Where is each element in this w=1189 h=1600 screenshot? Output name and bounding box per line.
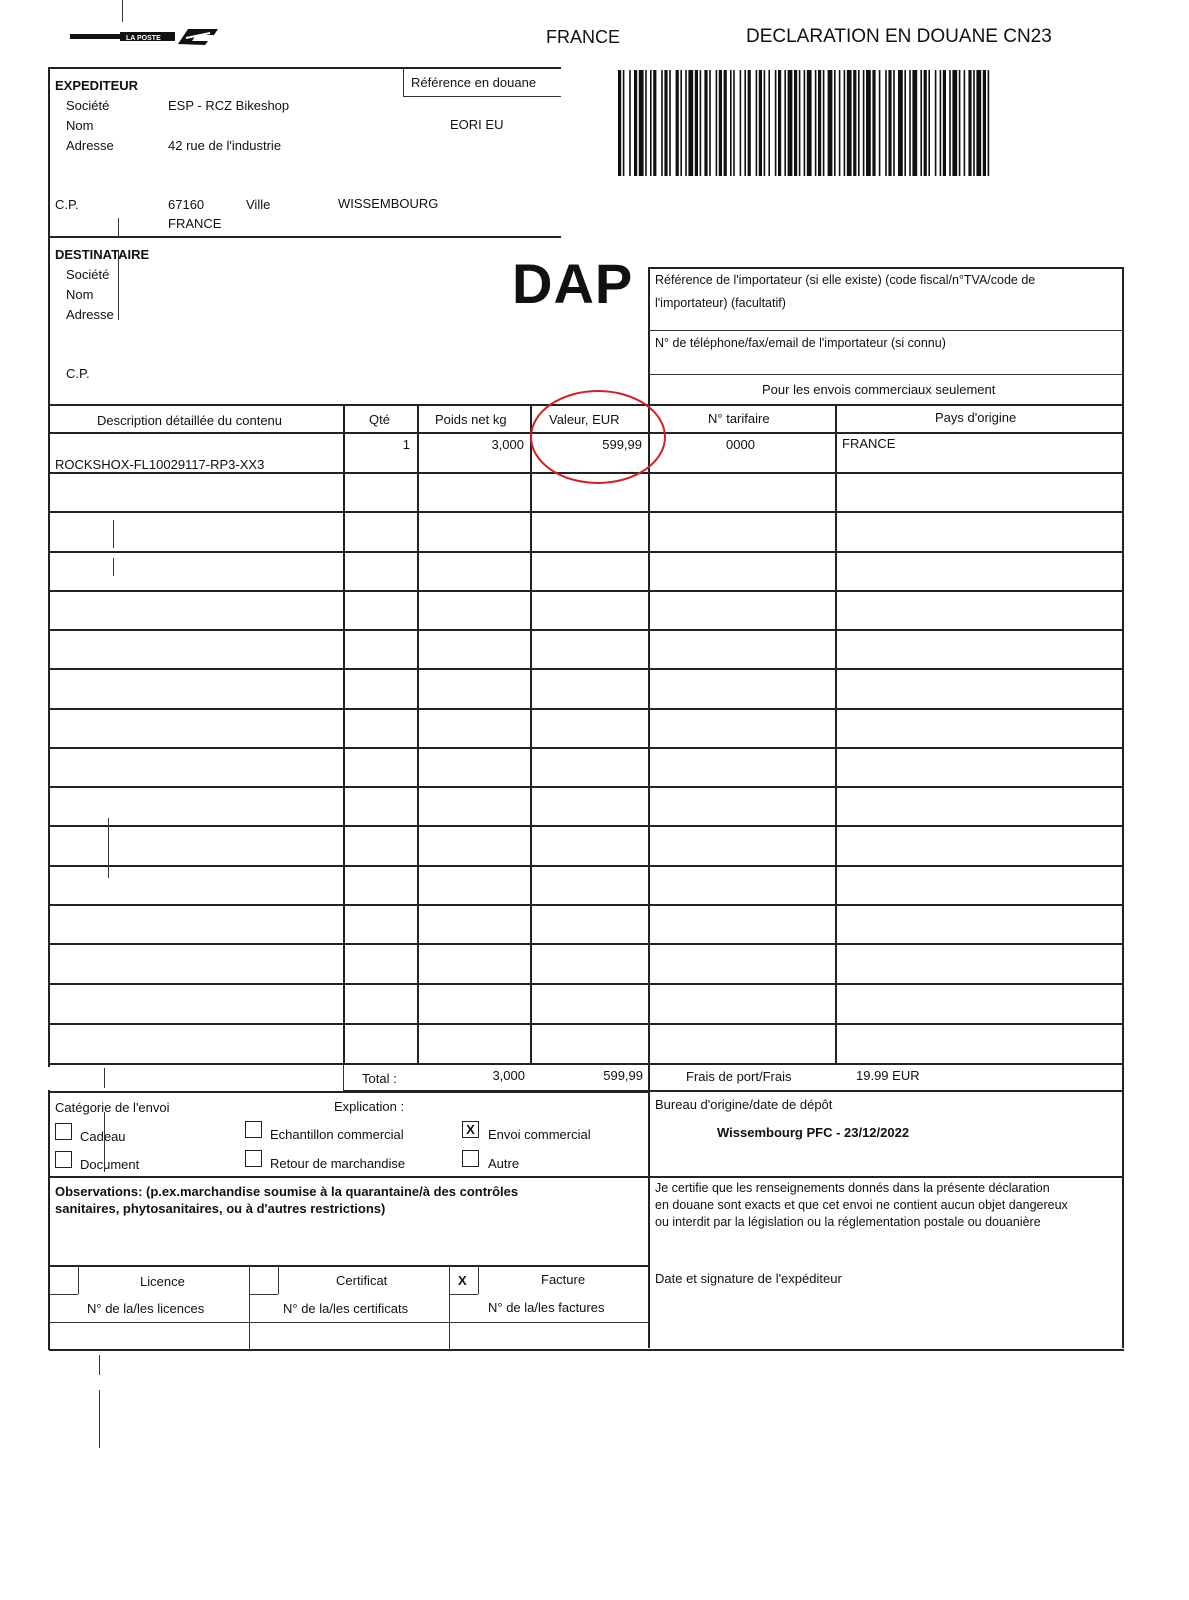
- signature-label: Date et signature de l'expéditeur: [655, 1271, 842, 1286]
- barcode-bar: [949, 70, 951, 176]
- barcode-bar: [885, 70, 887, 176]
- barcode-bar: [695, 70, 698, 176]
- certificat-sub: N° de la/les certificats: [283, 1301, 409, 1316]
- logo-text: LA POSTE: [126, 35, 161, 42]
- barcode-bar: [976, 70, 981, 176]
- barcode-bar: [688, 70, 693, 176]
- barcode-bar: [709, 70, 711, 176]
- eori-label: EORI EU: [450, 117, 504, 132]
- commercial-only-label: Pour les envois commerciaux seulement: [762, 382, 996, 397]
- barcode-bar: [973, 70, 975, 176]
- row-origin: FRANCE: [842, 436, 896, 451]
- recipient-heading: DESTINATAIRE: [55, 247, 150, 262]
- barcode-bar: [764, 70, 766, 176]
- certificat-label: Certificat: [336, 1273, 388, 1288]
- barcode-bar: [680, 70, 682, 176]
- document-checkbox[interactable]: [55, 1151, 72, 1168]
- barcode-bar: [629, 70, 631, 176]
- shipping-value: 19.99 EUR: [856, 1068, 920, 1083]
- barcode: [618, 70, 996, 176]
- barcode-bar: [664, 70, 667, 176]
- recipient-nom-label: Nom: [66, 287, 94, 302]
- importer-ref-label-1: Référence de l'importateur (si elle existe) (code fiscal/n°TVA/code de: [655, 273, 1036, 287]
- barcode-bar: [920, 70, 922, 176]
- observations-line-2: sanitaires, phytosanitaires, ou à d'autres restrictions): [55, 1201, 386, 1216]
- cadeau-checkbox[interactable]: [55, 1123, 72, 1140]
- category-heading: Catégorie de l'envoi: [55, 1100, 170, 1115]
- row-value: 599,99: [602, 437, 642, 452]
- facture-checkbox[interactable]: X: [458, 1273, 467, 1288]
- echantillon-checkbox[interactable]: [245, 1121, 262, 1138]
- barcode-bar: [898, 70, 903, 176]
- row-tariff: 0000: [726, 437, 755, 452]
- sender-adresse-label: Adresse: [66, 138, 114, 153]
- barcode-bar: [879, 70, 881, 176]
- retour-checkbox[interactable]: [245, 1150, 262, 1167]
- barcode-bar: [645, 70, 647, 176]
- barcode-bar: [685, 70, 687, 176]
- barcode-bar: [784, 70, 786, 176]
- barcode-bar: [928, 70, 930, 176]
- la-poste-logo: [70, 26, 222, 48]
- autre-label: Autre: [488, 1156, 520, 1171]
- incoterm-stamp: DAP: [512, 252, 634, 315]
- header-country: FRANCE: [546, 27, 621, 47]
- barcode-bar: [943, 70, 946, 176]
- autre-checkbox[interactable]: [462, 1150, 479, 1167]
- retour-label: Retour de marchandise: [270, 1156, 406, 1171]
- barcode-bar: [904, 70, 906, 176]
- barcode-bar: [888, 70, 891, 176]
- barcode-bar: [988, 70, 990, 176]
- barcode-bar: [940, 70, 942, 176]
- barcode-bar: [807, 70, 812, 176]
- barcode-bar: [828, 70, 833, 176]
- total-label: Total :: [362, 1071, 397, 1086]
- row-description: ROCKSHOX-FL10029117-RP3-XX3: [55, 457, 265, 472]
- sender-cp-value: 67160: [168, 197, 205, 212]
- barcode-bar: [818, 70, 821, 176]
- recipient-adresse-label: Adresse: [66, 307, 114, 322]
- barcode-bar: [863, 70, 865, 176]
- sender-societe-value: ESP - RCZ Bikeshop: [168, 98, 290, 113]
- sender-cp-label: C.P.: [55, 197, 79, 212]
- importer-contact-label: N° de téléphone/fax/email de l'importateur (si connu): [655, 336, 946, 350]
- barcode-bar: [823, 70, 825, 176]
- total-weight: 3,000: [492, 1068, 525, 1083]
- value-highlight-circle: [528, 388, 668, 486]
- barcode-bar: [935, 70, 937, 176]
- barcode-bar: [788, 70, 793, 176]
- barcode-bar: [964, 70, 966, 176]
- barcode-bar: [834, 70, 836, 176]
- barcode-bar: [778, 70, 781, 176]
- barcode-bar: [768, 70, 770, 176]
- office-label: Bureau d'origine/date de dépôt: [655, 1097, 833, 1112]
- customs-ref-label: Référence en douane: [411, 75, 537, 90]
- recipient-cp-label: C.P.: [66, 366, 90, 381]
- observations-line-1: Observations: (p.ex.marchandise soumise à la quarantaine/à des contrôles: [55, 1184, 519, 1199]
- sender-ville-value: WISSEMBOURG: [338, 196, 439, 211]
- barcode-bar: [719, 70, 722, 176]
- sender-adresse-value: 42 rue de l'industrie: [168, 138, 282, 153]
- envoi-commercial-checkbox[interactable]: X: [462, 1121, 479, 1138]
- row-qty: 1: [402, 437, 410, 452]
- barcode-bar: [700, 70, 702, 176]
- barcode-bar: [909, 70, 911, 176]
- barcode-bar: [844, 70, 846, 176]
- echantillon-label: Echantillon commercial: [270, 1127, 404, 1142]
- barcode-bar: [799, 70, 801, 176]
- barcode-bar: [740, 70, 742, 176]
- barcode-bar: [866, 70, 871, 176]
- barcode-bar: [847, 70, 852, 176]
- barcode-bar: [724, 70, 727, 176]
- sender-heading: EXPEDITEUR: [55, 78, 139, 93]
- col-header-origin: Pays d'origine: [935, 410, 1017, 425]
- barcode-bar: [794, 70, 797, 176]
- sender-country-value: FRANCE: [168, 216, 222, 231]
- barcode-bar: [716, 70, 718, 176]
- barcode-bar: [815, 70, 817, 176]
- envoi-commercial-label: Envoi commercial: [488, 1127, 591, 1142]
- document-label: Document: [80, 1157, 140, 1172]
- barcode-bar: [912, 70, 917, 176]
- barcode-bar: [756, 70, 758, 176]
- sender-societe-label: Société: [66, 98, 110, 113]
- col-header-tariff: N° tarifaire: [708, 411, 770, 426]
- licence-label: Licence: [140, 1274, 185, 1289]
- barcode-bar: [730, 70, 732, 176]
- barcode-bar: [623, 70, 625, 176]
- barcode-bar: [872, 70, 875, 176]
- certification-line-1: Je certifie que les renseignements donnés dans la présente déclaration: [655, 1181, 1050, 1195]
- barcode-bar: [676, 70, 679, 176]
- barcode-bar: [759, 70, 762, 176]
- barcode-bar: [653, 70, 656, 176]
- certification-line-3: ou interdit par la législation ou la réglementation postale ou douanière: [655, 1215, 1041, 1229]
- barcode-bar: [804, 70, 806, 176]
- sender-nom-label: Nom: [66, 118, 94, 133]
- licence-sub: N° de la/les licences: [87, 1301, 205, 1316]
- col-header-description: Description détaillée du contenu: [97, 413, 283, 428]
- barcode-bar: [618, 70, 621, 176]
- cadeau-label: Cadeau: [80, 1129, 126, 1144]
- total-value: 599,99: [603, 1068, 643, 1083]
- col-header-qty: Qté: [369, 412, 390, 427]
- certification-line-2: en douane sont exacts et que cet envoi ne contient aucun objet dangereux: [655, 1198, 1068, 1212]
- office-value: Wissembourg PFC - 23/12/2022: [717, 1125, 910, 1140]
- barcode-bar: [839, 70, 841, 176]
- barcode-bar: [952, 70, 957, 176]
- explication-label: Explication :: [334, 1099, 405, 1114]
- barcode-bar: [853, 70, 856, 176]
- col-header-weight: Poids net kg: [435, 412, 507, 427]
- barcode-bar: [669, 70, 671, 176]
- header-title: DECLARATION EN DOUANE CN23: [746, 26, 1052, 47]
- barcode-bar: [858, 70, 860, 176]
- barcode-bar: [924, 70, 927, 176]
- barcode-bar: [983, 70, 986, 176]
- barcode-bar: [634, 70, 637, 176]
- barcode-bar: [733, 70, 735, 176]
- facture-label: Facture: [541, 1272, 586, 1287]
- barcode-bar: [639, 70, 644, 176]
- barcode-bar: [704, 70, 707, 176]
- shipping-label: Frais de port/Frais: [686, 1069, 792, 1084]
- barcode-bar: [650, 70, 652, 176]
- row-weight: 3,000: [491, 437, 524, 452]
- col-header-value: Valeur, EUR: [549, 412, 620, 427]
- barcode-bar: [968, 70, 971, 176]
- sender-ville-label: Ville: [246, 197, 271, 212]
- barcode-bar: [661, 70, 663, 176]
- barcode-bar: [775, 70, 777, 176]
- recipient-societe-label: Société: [66, 267, 110, 282]
- barcode-bar: [959, 70, 961, 176]
- barcode-bar: [744, 70, 746, 176]
- facture-sub: N° de la/les factures: [488, 1300, 605, 1315]
- importer-ref-label-2: l'importateur) (facultatif): [655, 296, 786, 310]
- barcode-bar: [748, 70, 751, 176]
- barcode-bar: [893, 70, 895, 176]
